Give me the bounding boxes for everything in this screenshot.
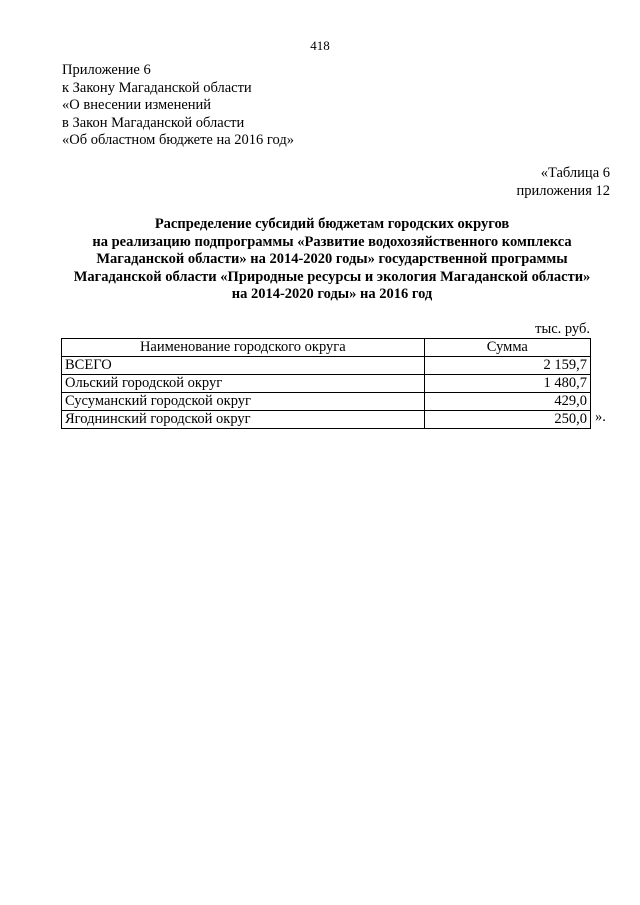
table-reference-line: «Таблица 6	[540, 165, 610, 181]
district-name: Ягоднинский городской округ	[62, 411, 425, 429]
header-sum: Сумма	[424, 339, 590, 357]
total-row	[62, 357, 591, 375]
appendix-line: «О внесении изменений	[62, 97, 212, 113]
title-line: Распределение субсидий бюджетам городских округов	[154, 216, 510, 232]
appendix-line: к Закону Магаданской области	[62, 79, 252, 96]
page-number: 418	[310, 38, 330, 53]
appendix-line: «Об областном бюджете на 2016 год»	[62, 132, 294, 148]
district-sum: 429,0	[424, 393, 590, 411]
total-label: ВСЕГО	[62, 357, 425, 375]
units-label: тыс. руб.	[535, 321, 590, 337]
closing-quote-mark: ».	[595, 409, 606, 425]
table-row	[62, 411, 591, 429]
table-row	[62, 393, 591, 411]
table-reference	[517, 165, 610, 200]
total-sum: 2 159,7	[424, 357, 590, 375]
district-name: Сусуманский городской округ	[62, 393, 425, 411]
title-line: Магаданской области «Природные ресурсы и экология Магаданской области»	[73, 268, 591, 285]
document-title	[40, 216, 624, 304]
subsidy-table	[61, 338, 591, 429]
table-header-row	[62, 339, 591, 357]
district-sum: 250,0	[424, 411, 590, 429]
district-name: Ольский городской округ	[62, 375, 425, 393]
header-name: Наименование городского округа	[62, 339, 425, 357]
title-line: Магаданской области» на 2014-2020 годы» государственной программы	[96, 251, 568, 267]
table-reference-line: приложения 12	[516, 182, 610, 199]
appendix-line: в Закон Магаданской области	[62, 114, 245, 131]
district-sum: 1 480,7	[424, 375, 590, 393]
appendix-line: Приложение 6	[62, 62, 151, 78]
table-row	[62, 375, 591, 393]
title-line: на реализацию подпрограммы «Развитие водохозяйственного комплекса	[92, 233, 572, 250]
title-line: на 2014-2020 годы» на 2016 год	[231, 286, 433, 302]
appendix-block	[62, 62, 294, 150]
